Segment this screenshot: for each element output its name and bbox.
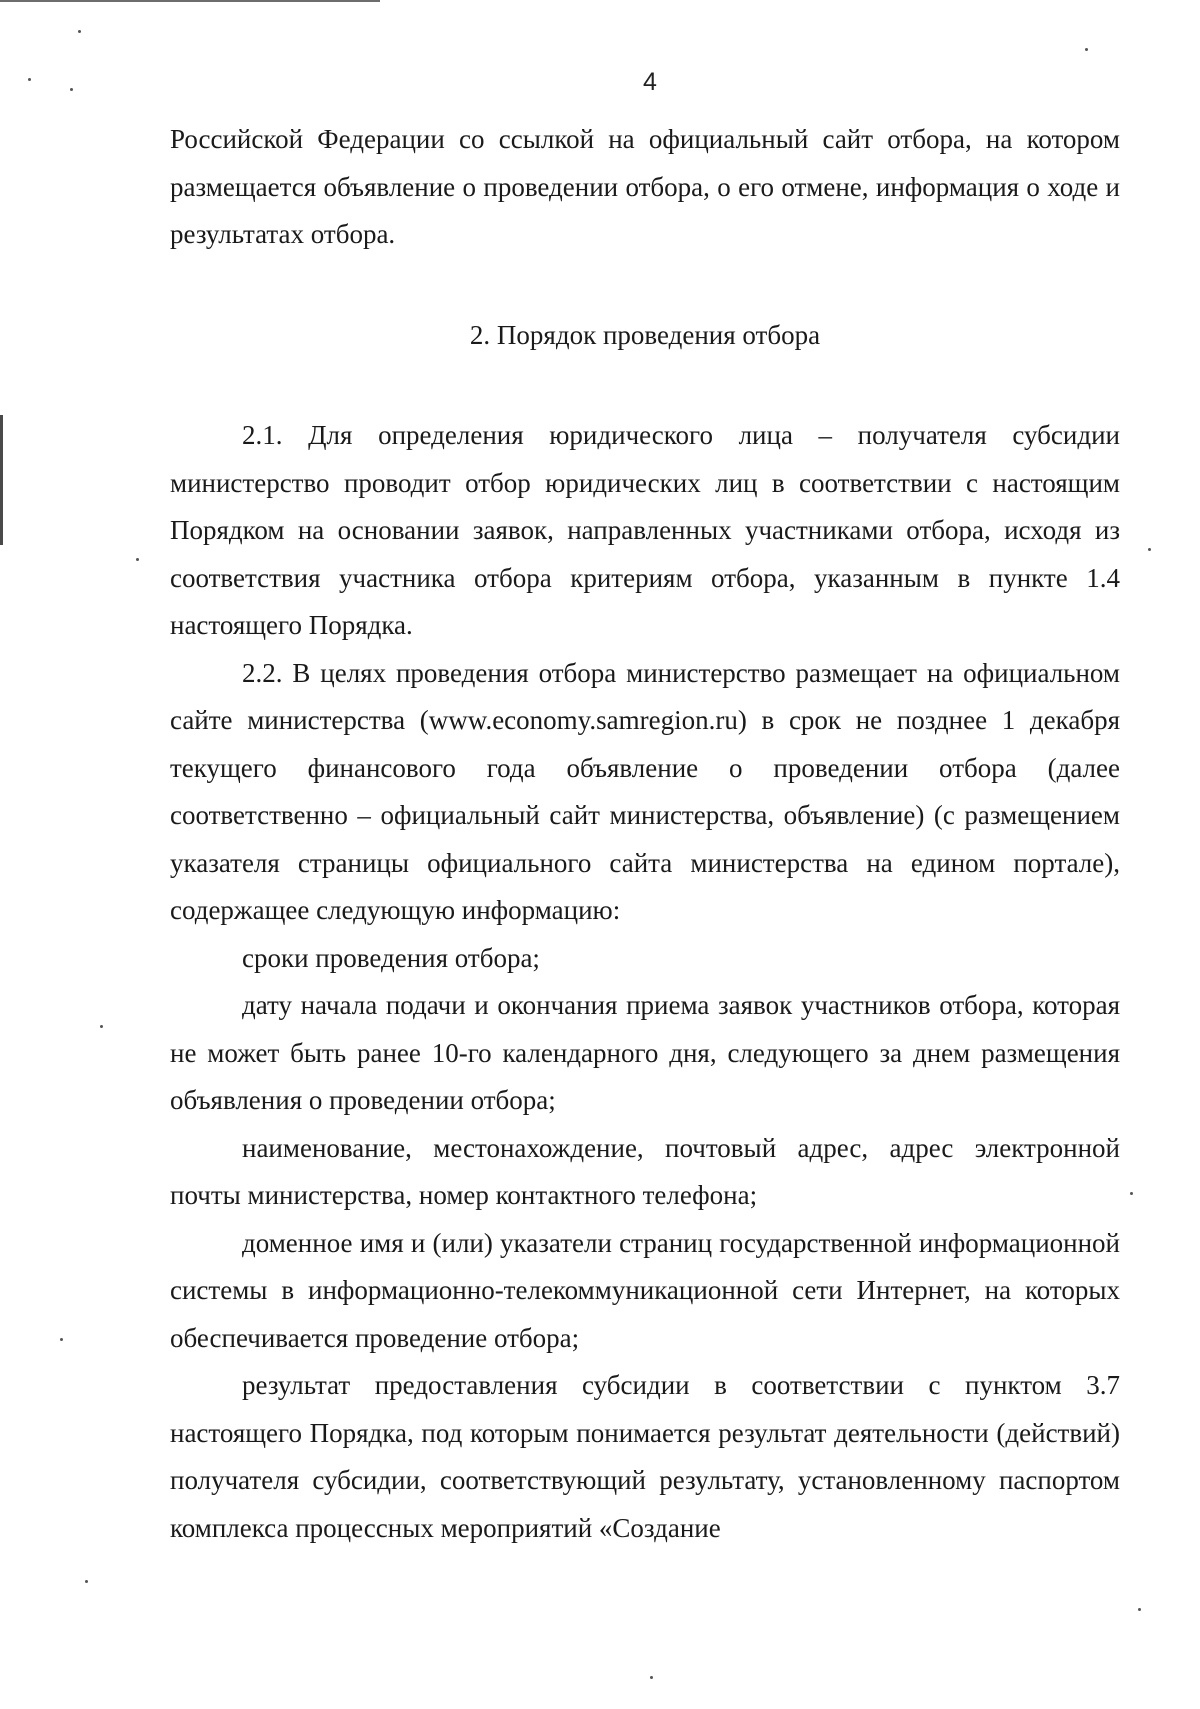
scan-speck xyxy=(85,1580,88,1583)
intro-paragraph: Российской Федерации со ссылкой на официальный сайт отбора, на котором размещается объявление о проведении отбора, о его отмене, информация о ходе и результатах отбора. xyxy=(170,124,1120,249)
section-body xyxy=(170,412,1120,1552)
scan-artifact-left-line xyxy=(0,415,3,545)
scan-speck xyxy=(136,558,139,561)
scan-speck xyxy=(100,1025,103,1028)
scan-speck xyxy=(1130,1192,1133,1195)
scan-speck xyxy=(1148,548,1151,551)
paragraph-2-1: 2.1. Для определения юридического лица – получателя субсидии министерство проводит отбор юридических лиц в соответствии с настоящим Порядком на основании заявок, направленных участниками отбора, исходя из соответствия участника отбора критериям отбора, указанным в пункте 1.4 настоящего Порядка. xyxy=(170,420,1120,640)
list-item-subsidy-result: результат предоставления субсидии в соответствии с пунктом 3.7 настоящего Порядка, под которым понимается результат деятельности (действий) получателя субсидии, соответствующий результату, установленному паспортом комплекса процессных мероприятий «Создание xyxy=(170,1370,1120,1543)
list-item-selection-dates: сроки проведения отбора; xyxy=(242,942,540,973)
page-number: 4 xyxy=(643,68,657,96)
list-item-domain-name: доменное имя и (или) указатели страниц государственной информационной системы в информационно-телекоммуникационной сети Интернет, на которых обеспечивается проведение отбора; xyxy=(170,1227,1120,1353)
list-item-application-dates: дату начала подачи и окончания приема заявок участников отбора, которая не может быть ранее 10-го календарного дня, следующего за днем размещения объявления о проведении отбора; xyxy=(170,990,1120,1115)
scan-speck xyxy=(1085,48,1088,51)
scan-speck xyxy=(1138,1608,1141,1611)
paragraph-2-2: 2.2. В целях проведения отбора министерство размещает на официальном сайте министерства (www.economy.samregion.ru) в срок не позднее 1 декабря текущего финансового года объявление о проведении отбора (далее соответственно – официальный сайт министерства, объявление) (с размещением указателя страницы официального сайта министерства на едином портале), содержащее следующую информацию: xyxy=(170,657,1120,925)
scan-speck xyxy=(650,1676,653,1679)
section-heading: 2. Порядок проведения отбора xyxy=(469,320,821,350)
list-item-ministry-contacts: наименование, местонахождение, почтовый адрес, адрес электронной почты министерства, номер контактного телефона; xyxy=(170,1132,1120,1210)
scan-speck xyxy=(78,30,81,33)
intro-block xyxy=(170,116,1120,259)
scan-artifact-top-line xyxy=(0,0,380,2)
scan-speck xyxy=(60,1338,63,1341)
